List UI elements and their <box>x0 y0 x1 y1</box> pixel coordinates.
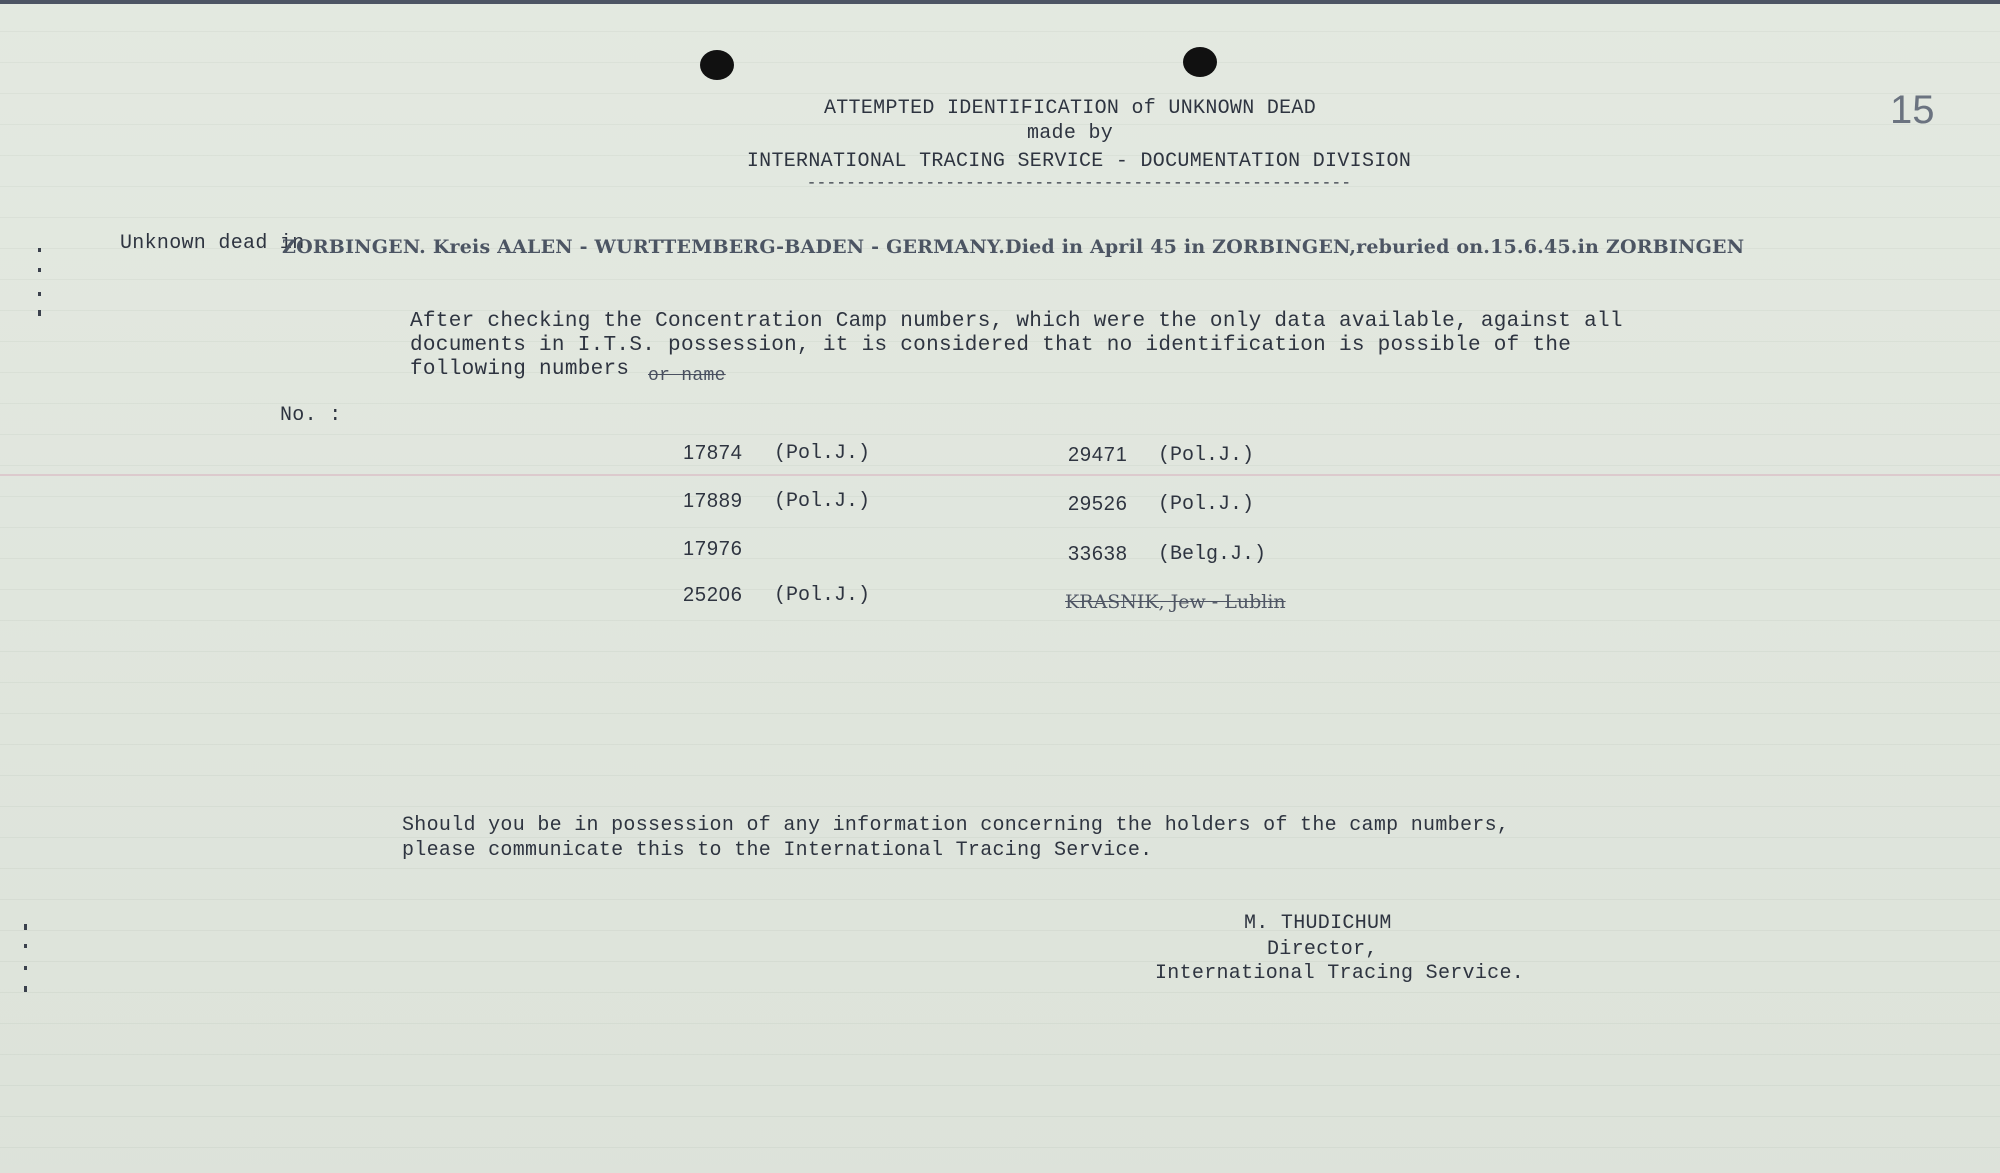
document-title: ATTEMPTED IDENTIFICATION of UNKNOWN DEAD <box>823 97 1317 120</box>
page-number: 15 <box>1890 88 1935 132</box>
camp-number: 29471 <box>1068 444 1128 466</box>
camp-number: 17874 <box>683 442 743 464</box>
numbers-label: No. : <box>280 404 342 427</box>
camp-number-tag: (Pol.J.) <box>774 442 871 465</box>
camp-number-tag: (Pol.J.) <box>1158 493 1255 516</box>
header-rule: ------------------------------------------------------- <box>806 174 1352 192</box>
signatory-organization: International Tracing Service. <box>1155 962 1525 985</box>
document-issuer: INTERNATIONAL TRACING SERVICE - DOCUMENTATION DIVISION <box>746 150 1412 173</box>
camp-number: 33638 <box>1068 543 1128 565</box>
camp-number: 29526 <box>1068 493 1128 515</box>
paragraph-line: After checking the Concentration Camp numbers, which were the only data available, against all <box>410 310 1623 333</box>
closing-paragraph-line: Should you be in possession of any information concerning the holders of the camp numbers, <box>402 814 1510 837</box>
unknown-dead-details: ZORBINGEN. Kreis AALEN - WURTTEMBERG-BADEN - GERMANY.Died in April 45 in ZORBINGEN,reburied on.15.6.45.in ZORBINGEN <box>282 236 1745 258</box>
paragraph-line: documents in I.T.S. possession, it is considered that no identification is possible of the <box>410 334 1572 357</box>
punch-hole-right <box>1183 47 1217 77</box>
signatory-name: M. THUDICHUM <box>1244 912 1392 935</box>
camp-number: 17889 <box>683 490 743 512</box>
ruled-line <box>0 474 2000 476</box>
margin-mark <box>24 944 27 948</box>
margin-mark <box>24 966 27 970</box>
punch-hole-left <box>700 50 734 80</box>
struck-entry: KRASNIK, Jew - Lublin <box>1065 591 1286 613</box>
margin-mark <box>24 986 27 992</box>
margin-mark <box>38 292 41 296</box>
paragraph-line: following numbers <box>410 358 630 381</box>
camp-number-tag: (Pol.J.) <box>774 584 871 607</box>
margin-mark <box>38 310 41 316</box>
top-border <box>0 0 2000 4</box>
camp-number-tag: (Pol.J.) <box>1158 444 1255 467</box>
margin-mark <box>38 248 41 252</box>
margin-mark <box>24 924 27 930</box>
camp-number-tag: (Pol.J.) <box>774 490 871 513</box>
camp-number-tag: (Belg.J.) <box>1158 543 1267 566</box>
closing-paragraph-line: please communicate this to the International Tracing Service. <box>402 839 1153 862</box>
camp-number: 25206 <box>683 584 743 606</box>
signatory-title: Director, <box>1267 938 1378 961</box>
struck-text: or name <box>648 366 726 386</box>
margin-mark <box>38 268 41 272</box>
camp-number: 17976 <box>683 538 743 560</box>
unknown-dead-label: Unknown dead in. <box>120 232 317 255</box>
document-subtitle: made by <box>1026 122 1114 145</box>
